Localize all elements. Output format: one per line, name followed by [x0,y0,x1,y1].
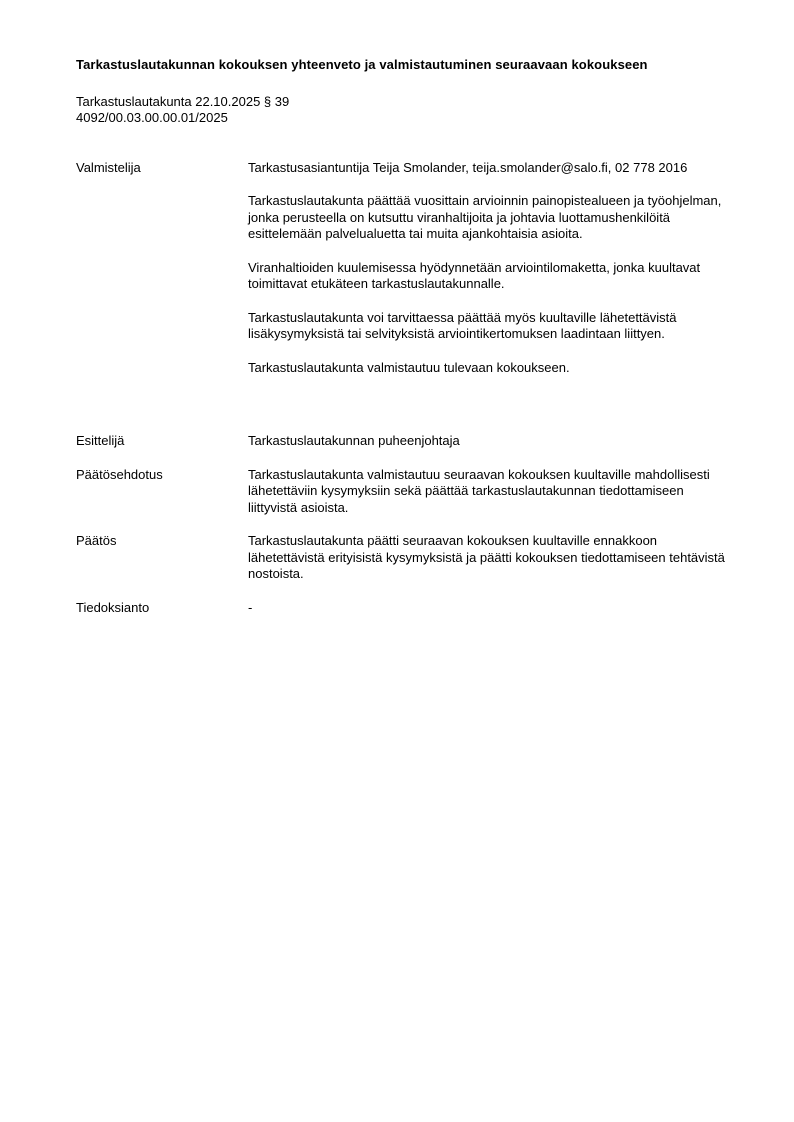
document-title: Tarkastuslautakunnan kokouksen yhteenveto ja valmistautuminen seuraavaan kokoukseen [76,57,648,72]
section-label-esittelija: Esittelijä [76,433,125,448]
paragraph: Tarkastuslautakunta päätti seuraavan kokouksen kuultaville ennakkoon lähetettävistä erityisistä kysymyksistä ja päätti kokouksen tiedottamiseen tehtävistä nostoista. [248,533,725,581]
section-content-tiedoksianto [248,600,736,634]
section-label-paatos: Päätös [76,533,117,548]
section-spacer [76,393,736,433]
section-content-paatos [248,533,736,600]
paragraph: Tarkastuslautakunnan puheenjohtaja [248,433,460,448]
case-number: 4092/00.03.00.00.01/2025 [76,110,228,125]
paragraph: Tarkastuslautakunta päättää vuosittain arvioinnin painopistealueen ja työohjelman, jonka perusteella on kutsuttu viranhaltijoita ja johtavia luottamushenkilöitä esittelemään palvelualuetta tai muita ajankohtaisia asioita. [248,193,722,241]
section-tiedoksianto [76,600,736,634]
preparer-contact: Tarkastusasiantuntija Teija Smolander, teija.smolander@salo.fi, 02 778 2016 [248,159,688,175]
section-content-valmistelija [248,160,736,394]
section-esittelija [76,433,736,467]
section-paatosehdotus [76,467,736,534]
section-label-tiedoksianto: Tiedoksianto [76,599,150,615]
paragraph: Tarkastuslautakunta valmistautuu seuraavan kokouksen kuultaville mahdollisesti lähetettäviin kysymyksiin sekä päättää tarkastuslautakunnan tiedottamiseen liittyvistä asioista. [248,466,710,515]
section-label-valmistelija: Valmistelija [76,159,141,175]
section-label-paatosehdotus: Päätösehdotus [76,466,163,482]
document-meta [76,94,736,127]
meeting-reference: Tarkastuslautakunta 22.10.2025 § 39 [76,93,290,109]
section-content-esittelija [248,433,736,467]
paragraph: Tarkastuslautakunta valmistautuu tulevaan kokoukseen. [248,359,570,375]
paragraph: - [248,599,253,615]
paragraph: Tarkastuslautakunta voi tarvittaessa päättää myös kuultaville lähetettävistä lisäkysymyksistä tai selvityksistä arviointikertomuksen laadintaan liittyen. [248,309,677,341]
paragraph: Viranhaltioiden kuulemisessa hyödynnetään arviointilomaketta, jonka kuultavat toimittavat etukäteen tarkastuslautakunnalle. [248,259,701,291]
section-paatos [76,533,736,600]
section-content-paatosehdotus [248,467,736,534]
section-valmistelija [76,160,736,394]
